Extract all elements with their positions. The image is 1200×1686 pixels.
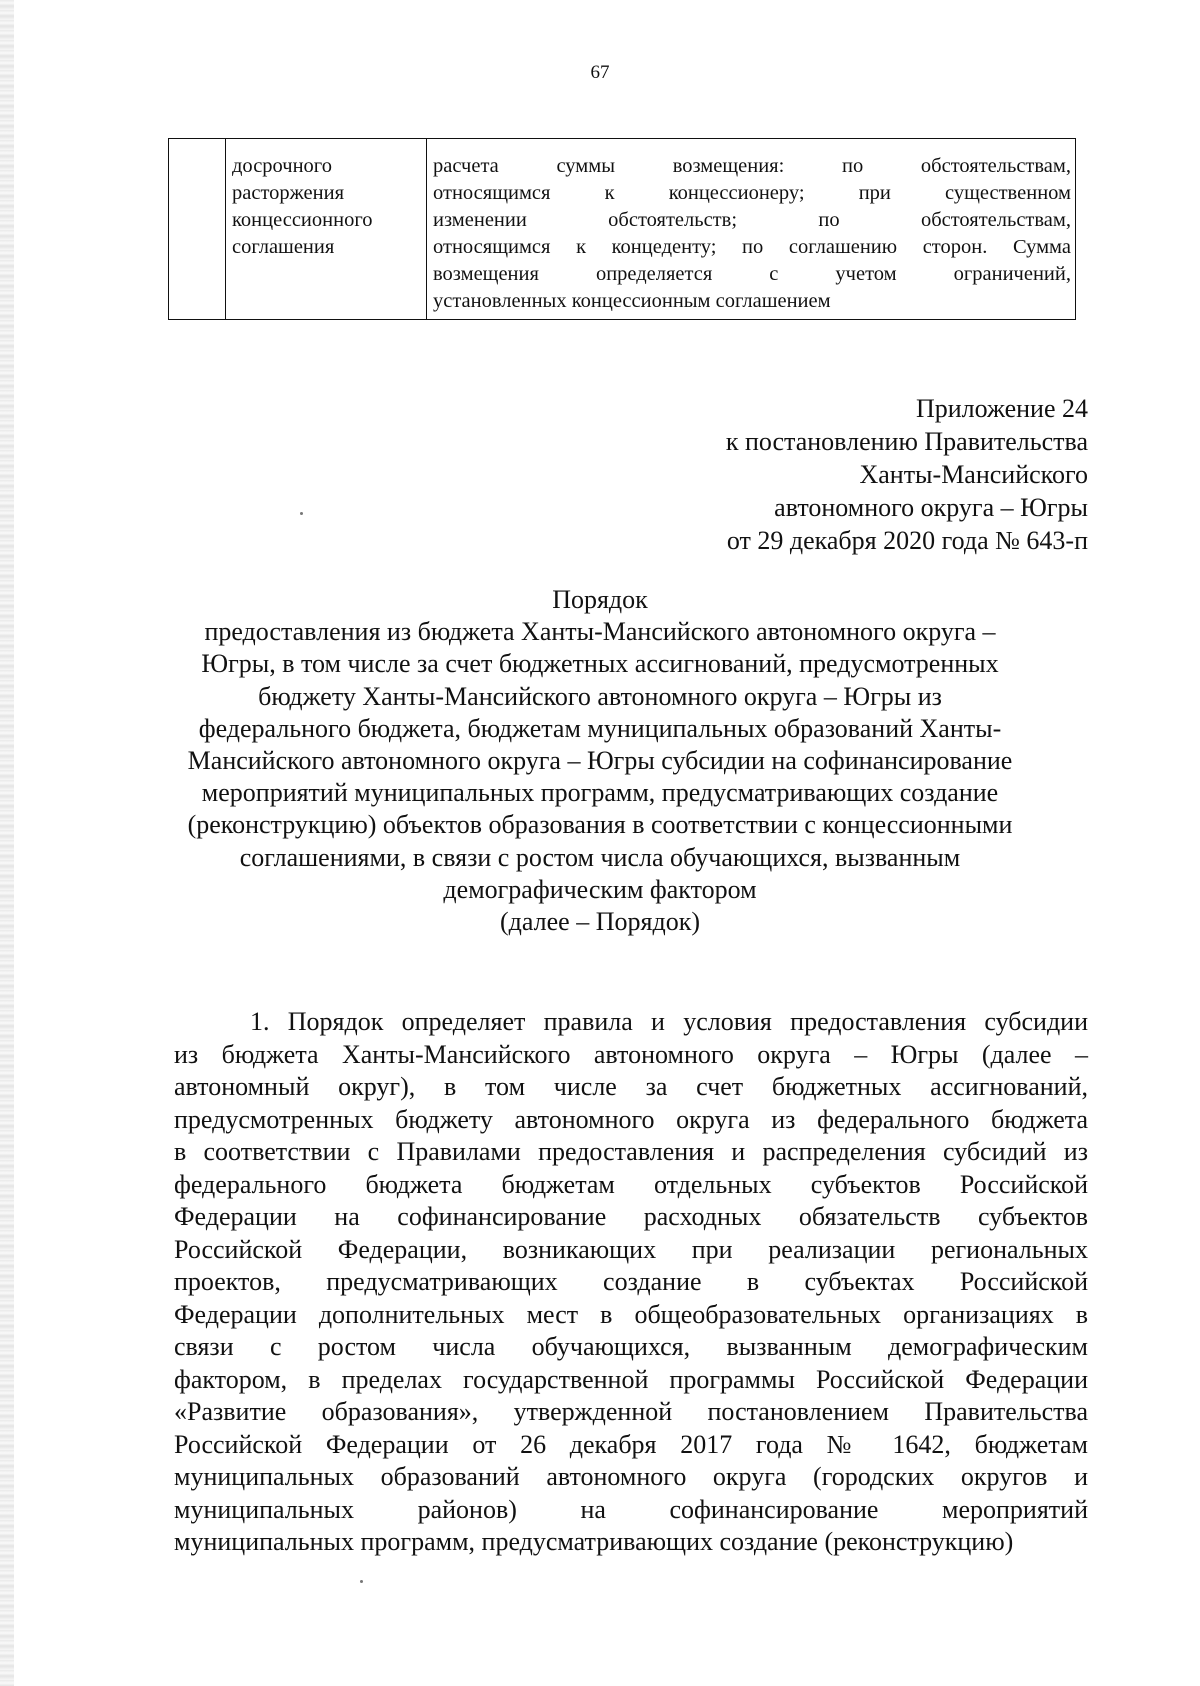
cell-text-line: расчета суммы возмещения: по обстоятельствам,: [433, 155, 1071, 177]
table-cell-term: [226, 139, 427, 320]
title-line: предоставления из бюджета Ханты-Мансийского автономного округа –: [204, 617, 996, 647]
cell-text-line: относящимся к концессионеру; при существенном: [433, 182, 1071, 204]
body-line: Российской Федерации, возникающих при реализации региональных: [174, 1234, 1088, 1264]
table-cell-empty: [169, 139, 226, 320]
table-row: [169, 139, 1076, 320]
body-line: предусмотренных бюджету автономного округа из федерального бюджета: [174, 1104, 1088, 1134]
scan-speck: [300, 512, 303, 515]
title-line: (реконструкцию) объектов образования в соответствии с концессионными: [187, 810, 1013, 840]
appendix-header: [726, 392, 1088, 557]
body-line: «Развитие образования», утвержденной постановлением Правительства: [174, 1397, 1088, 1426]
cell-text-line: досрочного: [232, 155, 332, 177]
body-line: связи с ростом числа обучающихся, вызванным демографическим: [174, 1332, 1088, 1361]
body-line: Федерации дополнительных мест в общеобразовательных организациях в: [174, 1299, 1088, 1329]
appendix-line: автономного округа – Югры: [774, 493, 1088, 522]
page-number: 67: [590, 62, 610, 83]
body-line: проектов, предусматривающих создание в субъектах Российской: [174, 1267, 1088, 1296]
appendix-line: к постановлению Правительства: [725, 427, 1088, 456]
cell-text-line: соглашения: [232, 236, 335, 258]
body-line: муниципальных образований автономного округа (городских округов и: [174, 1462, 1088, 1491]
cell-text-line: расторжения: [232, 182, 344, 204]
body-line: из бюджета Ханты-Мансийского автономного округа – Югры (далее –: [174, 1039, 1088, 1069]
title-line: бюджету Ханты-Мансийского автономного округа – Югры из: [258, 681, 942, 711]
body-line: в соответствии с Правилами предоставления и распределения субсидий из: [174, 1137, 1088, 1166]
body-line: муниципальных районов) на софинансирование мероприятий: [174, 1494, 1088, 1524]
body-line: Российской Федерации от 26 декабря 2017 года № 1642, бюджетам: [174, 1429, 1088, 1459]
title-line: Мансийского автономного округа – Югры субсидии на софинансирование: [187, 746, 1013, 776]
appendix-line: Ханты-Мансийского: [859, 460, 1088, 489]
body-line: автономный округ), в том числе за счет бюджетных ассигнований,: [174, 1072, 1088, 1101]
body-line: муниципальных программ, предусматривающих создание (реконструкцию): [174, 1527, 1014, 1556]
body-line: 1. Порядок определяет правила и условия предоставления субсидии: [250, 1007, 1088, 1036]
previous-table-fragment: [168, 138, 1076, 320]
cell-text-line: относящимся к концеденту; по соглашению сторон. Сумма: [433, 236, 1071, 258]
title-line: соглашениями, в связи с ростом числа обучающихся, вызванным: [239, 842, 961, 872]
cell-text-line: изменении обстоятельств; по обстоятельствам,: [433, 209, 1071, 231]
cell-text-line: установленных концессионным соглашением: [433, 290, 831, 312]
cell-text-line: концессионного: [232, 209, 373, 231]
scan-edge-artifact: [0, 0, 14, 1686]
appendix-line: Приложение 24: [915, 394, 1088, 423]
title-heading: Порядок: [552, 585, 648, 614]
body-paragraph-1: [174, 1006, 1088, 1559]
title-line: Югры, в том числе за счет бюджетных ассигнований, предусмотренных: [201, 649, 999, 679]
body-line: фактором, в пределах государственной программы Российской Федерации: [174, 1364, 1088, 1394]
appendix-line: от 29 декабря 2020 года № 643-п: [726, 526, 1088, 555]
body-line: федерального бюджета бюджетам отдельных субъектов Российской: [174, 1169, 1088, 1199]
document-title: [112, 584, 1088, 938]
cell-text-line: возмещения определяется с учетом ограничений,: [433, 263, 1071, 285]
scan-speck: [360, 1580, 363, 1583]
title-line: (далее – Порядок): [500, 907, 700, 937]
title-line: федерального бюджета, бюджетам муниципальных образований Ханты-: [198, 713, 1002, 743]
body-line: Федерации на софинансирование расходных обязательств субъектов: [174, 1202, 1088, 1231]
title-line: демографическим фактором: [443, 874, 757, 904]
title-line: мероприятий муниципальных программ, предусматривающих создание: [201, 778, 999, 808]
table-cell-description: [427, 139, 1076, 320]
